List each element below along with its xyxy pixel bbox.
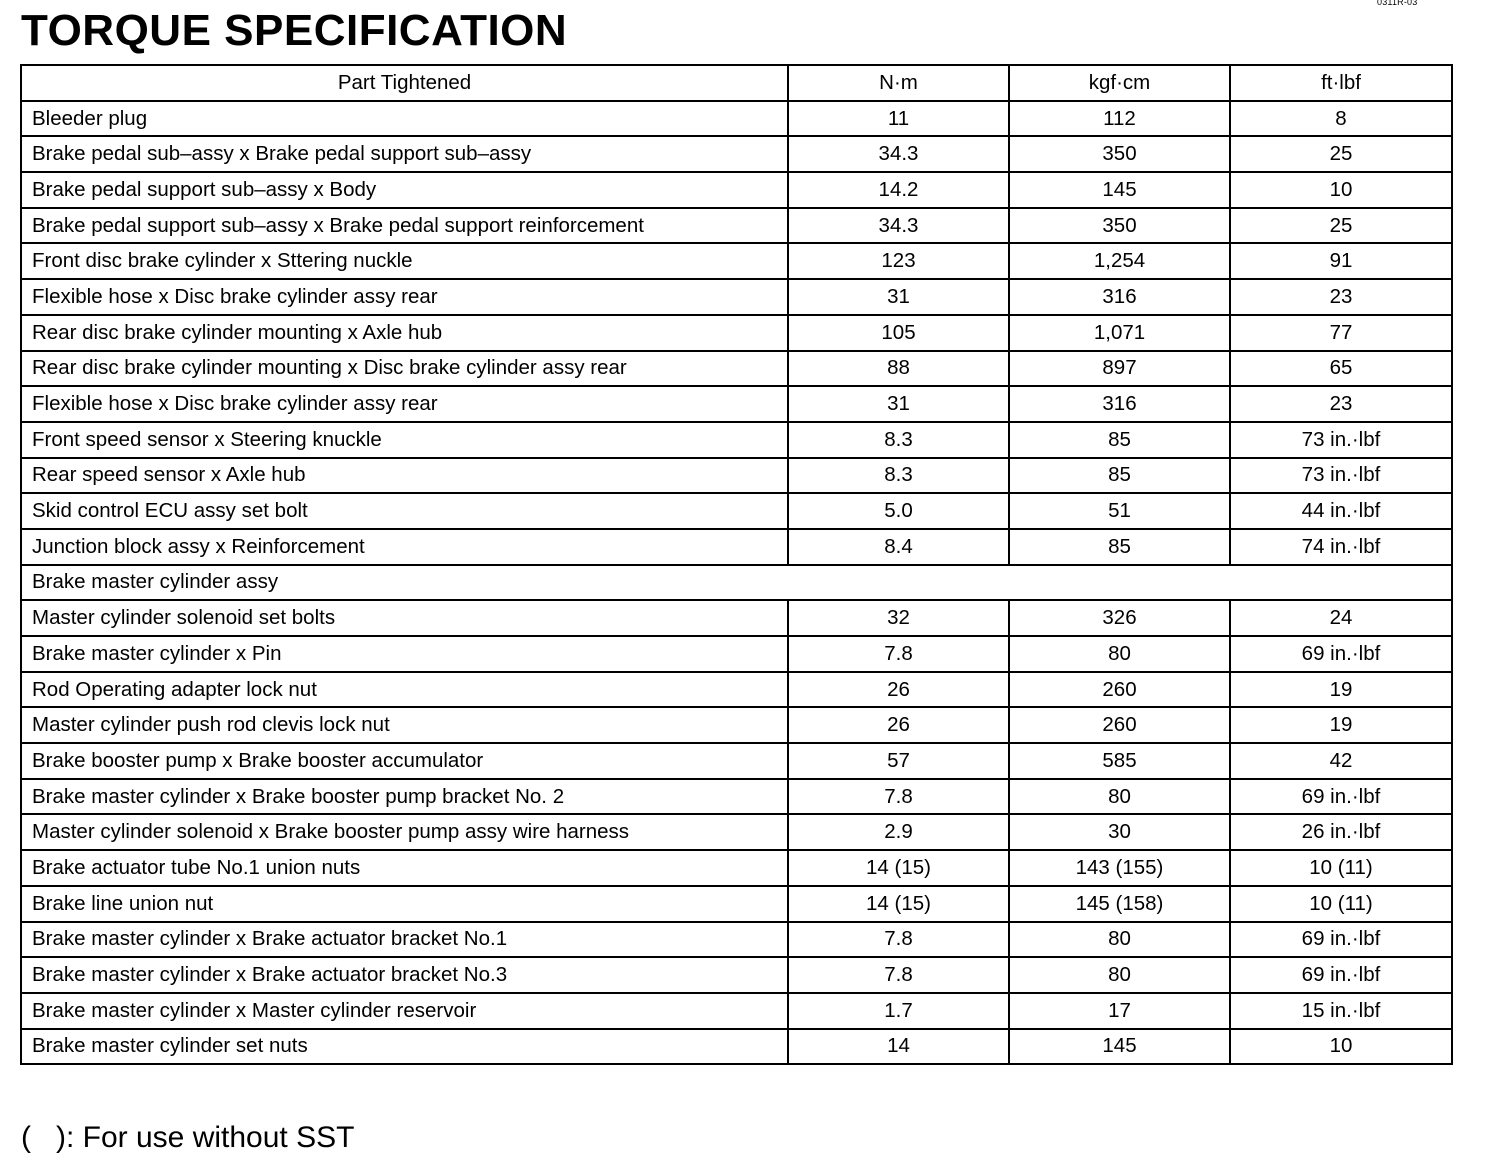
kgfcm-cell: 585 <box>1009 743 1230 779</box>
header-ftlbf: ft·lbf <box>1230 65 1452 101</box>
kgfcm-cell: 897 <box>1009 351 1230 387</box>
part-cell: Rear speed sensor x Axle hub <box>21 458 788 494</box>
kgfcm-cell: 145 (158) <box>1009 886 1230 922</box>
ftlbf-cell: 69 in.·lbf <box>1230 779 1452 815</box>
table-row <box>21 957 1452 993</box>
part-cell: Junction block assy x Reinforcement <box>21 529 788 565</box>
kgfcm-cell: 316 <box>1009 386 1230 422</box>
nm-cell: 31 <box>788 279 1009 315</box>
ftlbf-cell: 73 in.·lbf <box>1230 422 1452 458</box>
part-cell: Brake master cylinder x Master cylinder reservoir <box>21 993 788 1029</box>
part-cell: Brake pedal sub–assy x Brake pedal support sub–assy <box>21 136 788 172</box>
part-cell: Brake actuator tube No.1 union nuts <box>21 850 788 886</box>
table-header-row <box>21 65 1452 101</box>
ftlbf-cell: 25 <box>1230 136 1452 172</box>
ftlbf-cell: 10 <box>1230 1029 1452 1065</box>
part-cell: Brake master cylinder x Brake actuator bracket No.3 <box>21 957 788 993</box>
table-row <box>21 243 1452 279</box>
kgfcm-cell: 85 <box>1009 458 1230 494</box>
table-row <box>21 993 1452 1029</box>
nm-cell: 88 <box>788 351 1009 387</box>
kgfcm-cell: 80 <box>1009 922 1230 958</box>
kgfcm-cell: 112 <box>1009 101 1230 137</box>
table-section-row <box>21 565 1452 601</box>
table-row <box>21 672 1452 708</box>
kgfcm-cell: 80 <box>1009 957 1230 993</box>
ftlbf-cell: 65 <box>1230 351 1452 387</box>
ftlbf-cell: 23 <box>1230 386 1452 422</box>
table-row <box>21 422 1452 458</box>
part-cell: Brake line union nut <box>21 886 788 922</box>
section-heading: Brake master cylinder assy <box>21 565 1452 601</box>
nm-cell: 26 <box>788 707 1009 743</box>
kgfcm-cell: 350 <box>1009 208 1230 244</box>
ftlbf-cell: 44 in.·lbf <box>1230 493 1452 529</box>
part-cell: Brake booster pump x Brake booster accumulator <box>21 743 788 779</box>
part-cell: Skid control ECU assy set bolt <box>21 493 788 529</box>
nm-cell: 26 <box>788 672 1009 708</box>
table-row <box>21 1029 1452 1065</box>
ftlbf-cell: 69 in.·lbf <box>1230 922 1452 958</box>
nm-cell: 14 <box>788 1029 1009 1065</box>
table-row <box>21 315 1452 351</box>
part-cell: Master cylinder solenoid set bolts <box>21 600 788 636</box>
ftlbf-cell: 23 <box>1230 279 1452 315</box>
kgfcm-cell: 1,254 <box>1009 243 1230 279</box>
nm-cell: 57 <box>788 743 1009 779</box>
table-row <box>21 707 1452 743</box>
part-cell: Brake master cylinder set nuts <box>21 1029 788 1065</box>
ftlbf-cell: 10 (11) <box>1230 886 1452 922</box>
ftlbf-cell: 42 <box>1230 743 1452 779</box>
nm-cell: 31 <box>788 386 1009 422</box>
nm-cell: 14 (15) <box>788 886 1009 922</box>
kgfcm-cell: 85 <box>1009 529 1230 565</box>
nm-cell: 11 <box>788 101 1009 137</box>
table-row <box>21 922 1452 958</box>
torque-spec-table <box>20 64 1453 1065</box>
nm-cell: 14.2 <box>788 172 1009 208</box>
nm-cell: 14 (15) <box>788 850 1009 886</box>
kgfcm-cell: 260 <box>1009 707 1230 743</box>
kgfcm-cell: 145 <box>1009 172 1230 208</box>
kgfcm-cell: 316 <box>1009 279 1230 315</box>
ftlbf-cell: 69 in.·lbf <box>1230 957 1452 993</box>
table-row <box>21 172 1452 208</box>
table-row <box>21 850 1452 886</box>
ftlbf-cell: 15 in.·lbf <box>1230 993 1452 1029</box>
part-cell: Rear disc brake cylinder mounting x Axle hub <box>21 315 788 351</box>
table-row <box>21 743 1452 779</box>
part-cell: Bleeder plug <box>21 101 788 137</box>
part-cell: Front speed sensor x Steering knuckle <box>21 422 788 458</box>
nm-cell: 105 <box>788 315 1009 351</box>
kgfcm-cell: 80 <box>1009 779 1230 815</box>
ftlbf-cell: 19 <box>1230 707 1452 743</box>
nm-cell: 32 <box>788 600 1009 636</box>
kgfcm-cell: 143 (155) <box>1009 850 1230 886</box>
part-cell: Front disc brake cylinder x Sttering nuckle <box>21 243 788 279</box>
part-cell: Rod Operating adapter lock nut <box>21 672 788 708</box>
kgfcm-cell: 145 <box>1009 1029 1230 1065</box>
nm-cell: 8.3 <box>788 458 1009 494</box>
table-row <box>21 636 1452 672</box>
part-cell: Brake master cylinder x Pin <box>21 636 788 672</box>
table-row <box>21 600 1452 636</box>
kgfcm-cell: 350 <box>1009 136 1230 172</box>
kgfcm-cell: 30 <box>1009 814 1230 850</box>
document-code: 0311R-03 <box>1377 0 1418 7</box>
kgfcm-cell: 1,071 <box>1009 315 1230 351</box>
ftlbf-cell: 91 <box>1230 243 1452 279</box>
nm-cell: 8.3 <box>788 422 1009 458</box>
nm-cell: 7.8 <box>788 779 1009 815</box>
kgfcm-cell: 51 <box>1009 493 1230 529</box>
table-row <box>21 814 1452 850</box>
table-row <box>21 458 1452 494</box>
nm-cell: 7.8 <box>788 957 1009 993</box>
part-cell: Brake master cylinder x Brake booster pump bracket No. 2 <box>21 779 788 815</box>
ftlbf-cell: 77 <box>1230 315 1452 351</box>
ftlbf-cell: 8 <box>1230 101 1452 137</box>
table-row <box>21 886 1452 922</box>
nm-cell: 2.9 <box>788 814 1009 850</box>
nm-cell: 34.3 <box>788 136 1009 172</box>
header-nm: N·m <box>788 65 1009 101</box>
part-cell: Master cylinder solenoid x Brake booster pump assy wire harness <box>21 814 788 850</box>
part-cell: Brake pedal support sub–assy x Brake pedal support reinforcement <box>21 208 788 244</box>
ftlbf-cell: 10 (11) <box>1230 850 1452 886</box>
nm-cell: 1.7 <box>788 993 1009 1029</box>
kgfcm-cell: 260 <box>1009 672 1230 708</box>
ftlbf-cell: 25 <box>1230 208 1452 244</box>
table-row <box>21 529 1452 565</box>
nm-cell: 123 <box>788 243 1009 279</box>
header-kgfcm: kgf·cm <box>1009 65 1230 101</box>
nm-cell: 8.4 <box>788 529 1009 565</box>
part-cell: Flexible hose x Disc brake cylinder assy rear <box>21 279 788 315</box>
part-cell: Rear disc brake cylinder mounting x Disc brake cylinder assy rear <box>21 351 788 387</box>
part-cell: Brake master cylinder x Brake actuator bracket No.1 <box>21 922 788 958</box>
kgfcm-cell: 80 <box>1009 636 1230 672</box>
footnote: ( ): For use without SST <box>21 1121 355 1154</box>
nm-cell: 34.3 <box>788 208 1009 244</box>
ftlbf-cell: 24 <box>1230 600 1452 636</box>
part-cell: Brake pedal support sub–assy x Body <box>21 172 788 208</box>
ftlbf-cell: 10 <box>1230 172 1452 208</box>
kgfcm-cell: 85 <box>1009 422 1230 458</box>
table-body <box>21 101 1452 1065</box>
ftlbf-cell: 19 <box>1230 672 1452 708</box>
part-cell: Master cylinder push rod clevis lock nut <box>21 707 788 743</box>
table-row <box>21 779 1452 815</box>
table-row <box>21 208 1452 244</box>
ftlbf-cell: 26 in.·lbf <box>1230 814 1452 850</box>
table-row <box>21 493 1452 529</box>
ftlbf-cell: 73 in.·lbf <box>1230 458 1452 494</box>
table-row <box>21 386 1452 422</box>
table-row <box>21 101 1452 137</box>
table-row <box>21 136 1452 172</box>
nm-cell: 5.0 <box>788 493 1009 529</box>
page-title: TORQUE SPECIFICATION <box>21 6 568 55</box>
nm-cell: 7.8 <box>788 922 1009 958</box>
header-part-tightened: Part Tightened <box>21 65 788 101</box>
ftlbf-cell: 69 in.·lbf <box>1230 636 1452 672</box>
table-row <box>21 279 1452 315</box>
nm-cell: 7.8 <box>788 636 1009 672</box>
part-cell: Flexible hose x Disc brake cylinder assy rear <box>21 386 788 422</box>
ftlbf-cell: 74 in.·lbf <box>1230 529 1452 565</box>
table-row <box>21 351 1452 387</box>
kgfcm-cell: 326 <box>1009 600 1230 636</box>
kgfcm-cell: 17 <box>1009 993 1230 1029</box>
